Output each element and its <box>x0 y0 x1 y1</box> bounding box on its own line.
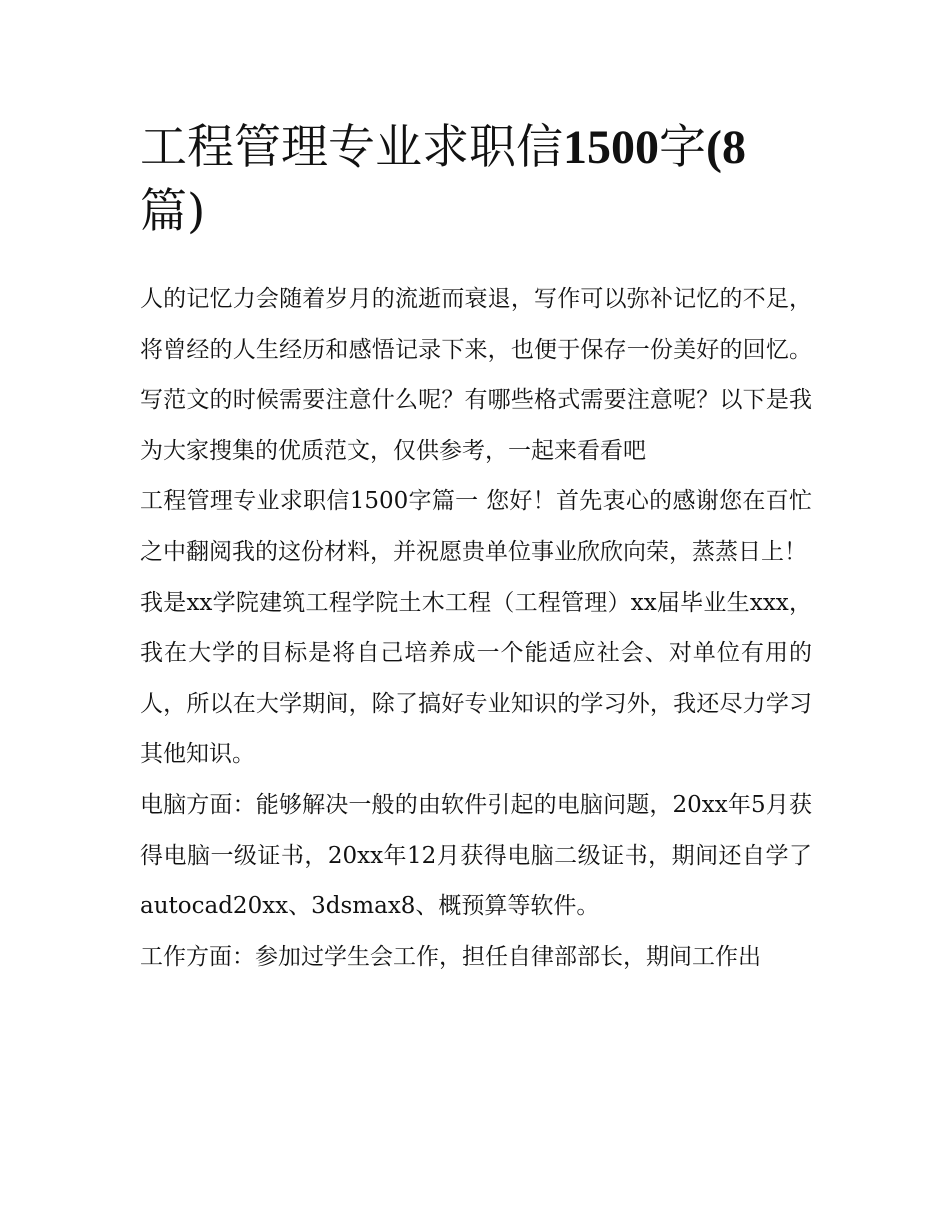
paragraph-computer-skills: 电脑方面：能够解决一般的由软件引起的电脑问题，20xx年5月获得电脑一级证书，20xx年12月获得电脑二级证书，期间还自学了autocad20xx、3dsmax8、概预算等软件。 <box>140 791 812 920</box>
paragraph-work-experience: 工作方面：参加过学生会工作，担任自律部部长，期间工作出 <box>140 943 761 970</box>
paragraph-letter-opening: 工程管理专业求职信1500字篇一 您好！首先衷心的感谢您在百忙之中翻阅我的这份材料，并祝愿贵单位事业欣欣向荣，蒸蒸日上！ <box>140 488 812 565</box>
title-number: 1500 <box>563 121 659 174</box>
title-char: 字 <box>659 120 706 175</box>
document-title <box>140 116 812 244</box>
document-page <box>140 0 812 982</box>
title-paren: (8 <box>706 121 746 174</box>
title-main: 工程管理专业求职信 <box>140 120 563 175</box>
paragraph-self-intro: 我是xx学院建筑工程学院土木工程（工程管理）xx届毕业生xxx，我在大学的目标是将自己培养成一个能适应社会、对单位有用的人，所以在大学期间，除了搞好专业知识的学习外，我还尽力学习其他知识。 <box>140 589 812 768</box>
paragraph-intro: 人的记忆力会随着岁月的流逝而衰退，写作可以弥补记忆的不足，将曾经的人生经历和感悟记录下来，也便于保存一份美好的回忆。写范文的时候需要注意什么呢？有哪些格式需要注意呢？以下是我为大家搜集的优质范文，仅供参考，一起来看看吧 <box>140 286 812 464</box>
document-body <box>140 274 812 982</box>
title-line2: 篇) <box>140 184 206 239</box>
